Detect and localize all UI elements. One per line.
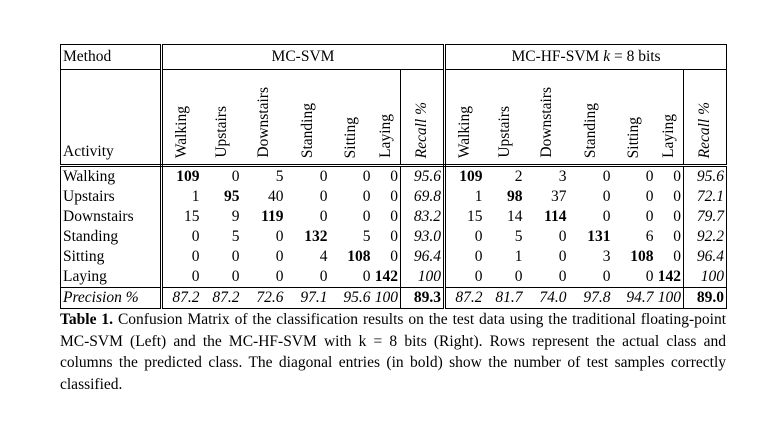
recall-header-left xyxy=(401,70,445,166)
diagonal-cell: 131 xyxy=(587,228,611,245)
column-header-label: Sitting xyxy=(342,116,359,158)
matrix-cell: 0 xyxy=(319,208,328,225)
matrix-cell: 0 xyxy=(231,268,240,285)
row-label: Laying xyxy=(61,267,158,288)
matrix-cell: 0 xyxy=(673,208,681,225)
matrix-cell: 5 xyxy=(231,228,240,245)
overall-accuracy-cell: 89.0 xyxy=(684,288,727,309)
recall-header-right xyxy=(684,70,727,166)
matrix-cell: 0 xyxy=(602,188,611,205)
table-row xyxy=(61,187,727,207)
column-header-label: Downstairs xyxy=(537,87,555,158)
matrix-cell: 4 xyxy=(319,248,328,265)
caption-text: Confusion Matrix of the classification results on the test data using the traditional floating-point MC-SVM (Left) and the MC-HF-SVM with k = 8 bits (Right). Rows represent the actual class and columns the predicted class. The diagonal entries (in bold) show the number of test samples correctly classified. xyxy=(60,311,727,393)
matrix-cell: 5 xyxy=(362,228,371,245)
recall-cell: 95.6 xyxy=(401,166,445,188)
matrix-cell: 0 xyxy=(275,268,284,285)
recall-cell: 100 xyxy=(401,267,445,288)
column-header-right-standing xyxy=(569,70,613,166)
table-row xyxy=(61,166,727,188)
column-header-label: Downstairs xyxy=(254,87,272,158)
column-header-left-sitting xyxy=(330,70,373,166)
matrix-cell: 0 xyxy=(319,268,328,285)
group-header-mc-hf-svm: MC-HF-SVM k = 8 bits xyxy=(445,45,727,70)
precision-cell: 97.1 xyxy=(286,288,330,309)
matrix-cell: 2 xyxy=(514,168,523,185)
matrix-cell: 0 xyxy=(673,228,681,245)
row-label: Sitting xyxy=(61,247,158,267)
recall-cell: 83.2 xyxy=(401,207,445,227)
precision-cell: 87.2 xyxy=(162,288,202,309)
diagonal-cell: 108 xyxy=(347,248,371,265)
column-header-label: Upstairs xyxy=(212,106,230,158)
column-header-left-walking xyxy=(162,70,202,166)
recall-cell: 95.6 xyxy=(684,166,727,188)
recall-header-label: Recall % xyxy=(696,101,714,158)
precision-cell: 81.7 xyxy=(485,288,525,309)
precision-cell: 87.2 xyxy=(445,288,485,309)
matrix-cell: 0 xyxy=(231,248,240,265)
diagonal-cell: 108 xyxy=(630,248,654,265)
recall-cell: 96.4 xyxy=(684,247,727,267)
matrix-cell: 0 xyxy=(390,168,398,185)
matrix-cell: 0 xyxy=(191,268,200,285)
column-header-right-downstairs xyxy=(525,70,569,166)
diagonal-cell: 95 xyxy=(224,188,240,205)
matrix-cell: 1 xyxy=(191,188,200,205)
column-header-right-laying xyxy=(656,70,684,166)
overall-accuracy-cell: 89.3 xyxy=(401,288,445,309)
caption-label: Table 1. xyxy=(60,311,114,328)
matrix-cell: 0 xyxy=(673,248,681,265)
recall-cell: 92.2 xyxy=(684,227,727,247)
precision-label: Precision % xyxy=(61,288,158,309)
matrix-cell: 0 xyxy=(390,188,398,205)
matrix-cell: 14 xyxy=(507,208,523,225)
matrix-cell: 0 xyxy=(558,228,567,245)
recall-cell: 100 xyxy=(684,267,727,288)
matrix-cell: 0 xyxy=(390,248,398,265)
diagonal-cell: 132 xyxy=(304,228,328,245)
precision-cell: 94.7 xyxy=(613,288,656,309)
matrix-cell: 0 xyxy=(231,168,240,185)
matrix-cell: 0 xyxy=(362,268,371,285)
recall-cell: 79.7 xyxy=(684,207,727,227)
matrix-cell: 0 xyxy=(362,208,371,225)
matrix-cell: 6 xyxy=(645,228,654,245)
precision-cell: 95.6 xyxy=(330,288,373,309)
matrix-cell: 0 xyxy=(390,208,398,225)
matrix-cell: 0 xyxy=(602,168,611,185)
matrix-cell: 0 xyxy=(673,168,681,185)
row-label: Downstairs xyxy=(61,207,158,227)
matrix-cell: 0 xyxy=(362,188,371,205)
matrix-cell: 5 xyxy=(275,168,284,185)
matrix-cell: 0 xyxy=(645,188,654,205)
diagonal-cell: 119 xyxy=(261,208,284,225)
diagonal-cell: 109 xyxy=(176,168,200,185)
column-header-label: Standing xyxy=(581,102,599,158)
matrix-cell: 0 xyxy=(673,188,681,205)
row-label: Upstairs xyxy=(61,187,158,207)
table-row xyxy=(61,247,727,267)
recall-cell: 96.4 xyxy=(401,247,445,267)
table-caption xyxy=(60,309,726,395)
diagonal-cell: 114 xyxy=(544,208,567,225)
row-label: Standing xyxy=(61,227,158,247)
group-header-mc-svm: MC-SVM xyxy=(162,45,445,70)
confusion-matrix-container xyxy=(60,44,726,309)
precision-cell: 100 xyxy=(373,288,401,309)
matrix-cell: 1 xyxy=(474,188,483,205)
column-header-row xyxy=(61,70,727,166)
column-header-label: Upstairs xyxy=(495,106,513,158)
matrix-cell: 0 xyxy=(645,268,654,285)
precision-row xyxy=(61,288,727,309)
diagonal-cell: 142 xyxy=(374,268,398,285)
column-header-label: Sitting xyxy=(625,116,642,158)
matrix-cell: 0 xyxy=(275,248,284,265)
matrix-cell: 0 xyxy=(474,248,483,265)
recall-cell: 72.1 xyxy=(684,187,727,207)
table-row xyxy=(61,227,727,247)
matrix-cell: 1 xyxy=(514,248,523,265)
recall-cell: 69.8 xyxy=(401,187,445,207)
recall-header-label: Recall % xyxy=(413,101,430,158)
precision-cell: 100 xyxy=(656,288,684,309)
matrix-cell: 0 xyxy=(558,248,567,265)
column-header-right-walking xyxy=(445,70,485,166)
column-header-label: Walking xyxy=(173,105,191,158)
matrix-cell: 0 xyxy=(602,268,611,285)
matrix-cell: 0 xyxy=(645,168,654,185)
matrix-cell: 37 xyxy=(551,188,567,205)
column-header-left-standing xyxy=(286,70,330,166)
column-header-left-laying xyxy=(373,70,401,166)
diagonal-cell: 109 xyxy=(459,168,483,185)
diagonal-cell: 98 xyxy=(507,188,523,205)
diagonal-cell: 142 xyxy=(657,268,681,285)
precision-cell: 74.0 xyxy=(525,288,569,309)
precision-cell: 97.8 xyxy=(569,288,613,309)
precision-cell: 72.6 xyxy=(242,288,286,309)
matrix-cell: 0 xyxy=(514,268,523,285)
matrix-cell: 0 xyxy=(275,228,284,245)
matrix-cell: 15 xyxy=(467,208,483,225)
matrix-cell: 9 xyxy=(231,208,240,225)
matrix-cell: 40 xyxy=(268,188,284,205)
precision-cell: 87.2 xyxy=(202,288,242,309)
activity-header: Activity xyxy=(61,70,158,166)
matrix-cell: 0 xyxy=(191,228,200,245)
matrix-cell: 3 xyxy=(602,248,611,265)
matrix-cell: 5 xyxy=(514,228,523,245)
column-header-left-downstairs xyxy=(242,70,286,166)
column-header-label: Laying xyxy=(377,114,395,158)
column-header-right-upstairs xyxy=(485,70,525,166)
column-header-left-upstairs xyxy=(202,70,242,166)
column-header-label: Standing xyxy=(298,102,316,158)
table-row xyxy=(61,207,727,227)
matrix-cell: 0 xyxy=(319,188,328,205)
column-header-right-sitting xyxy=(613,70,656,166)
row-label: Walking xyxy=(61,166,158,188)
matrix-cell: 0 xyxy=(558,268,567,285)
confusion-matrix-table xyxy=(60,44,727,309)
method-header: Method xyxy=(61,45,158,70)
column-header-label: Laying xyxy=(660,114,678,158)
matrix-cell: 0 xyxy=(362,168,371,185)
matrix-cell: 0 xyxy=(474,228,483,245)
matrix-cell: 15 xyxy=(184,208,200,225)
matrix-cell: 0 xyxy=(390,228,398,245)
column-header-label: Walking xyxy=(456,105,474,158)
matrix-cell: 0 xyxy=(645,208,654,225)
table-row xyxy=(61,267,727,288)
matrix-cell: 0 xyxy=(602,208,611,225)
matrix-cell: 0 xyxy=(191,248,200,265)
recall-cell: 93.0 xyxy=(401,227,445,247)
matrix-cell: 0 xyxy=(319,168,328,185)
matrix-cell: 0 xyxy=(474,268,483,285)
matrix-cell: 3 xyxy=(558,168,567,185)
